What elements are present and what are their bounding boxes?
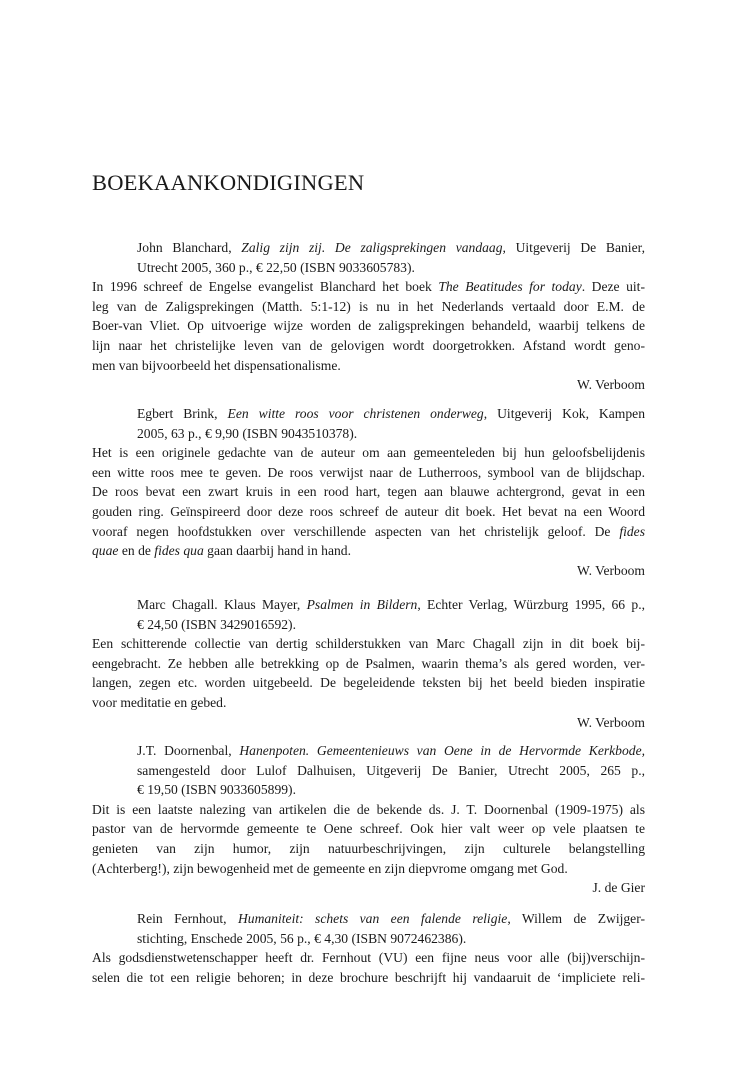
text-segment: Het is een originele gedachte van de auteur om aan gemeenteleden bij hun geloofsbelijdenis xyxy=(92,445,645,461)
text-line xyxy=(92,634,645,654)
text-line xyxy=(92,336,645,356)
text-line xyxy=(92,522,645,542)
text-line xyxy=(137,780,645,800)
text-segment: Boer-van Vliet. Op uitvoerige wijze worden de zaligsprekingen behandeld, waarbij telkens de xyxy=(92,318,645,334)
book-citation xyxy=(92,909,645,948)
text-line xyxy=(137,909,645,929)
text-line xyxy=(137,615,645,635)
text-line xyxy=(92,482,645,502)
text-line xyxy=(92,819,645,839)
text-segment: men van bijvoorbeeld het dispensationalisme. xyxy=(92,357,341,373)
text-segment: Als godsdienstwetenschapper heeft dr. Fernhout (VU) een fijne neus voor alle (bij)verschijn- xyxy=(92,950,645,966)
text-segment: gaan daarbij hand in hand. xyxy=(203,543,351,559)
book-citation xyxy=(92,404,645,443)
review-text xyxy=(92,443,645,561)
reviewer-name: W. Verboom xyxy=(577,714,645,730)
text-segment: € 24,50 (ISBN 3429016592). xyxy=(137,616,296,632)
italic-title: quae xyxy=(92,543,119,559)
text-line xyxy=(92,968,645,988)
text-line xyxy=(92,443,645,463)
text-segment: Uitgeverij De Banier, xyxy=(505,240,645,255)
text-segment: Dit is een laatste nalezing van artikelen die de bekende ds. J. T. Doornenbal (1909-1975) als xyxy=(92,801,645,817)
page-title: BOEKAANKONDIGINGEN xyxy=(92,170,365,195)
book-citation xyxy=(92,595,645,634)
text-segment: lijn naar het christelijke leven van de gelovigen wordt doorgetrokken. Afstand wordt geno- xyxy=(92,337,645,353)
book-citation xyxy=(92,741,645,800)
text-line xyxy=(137,595,645,615)
review-text xyxy=(92,948,645,987)
text-segment: In 1996 schreef de Engelse evangelist Blanchard het boek xyxy=(92,279,439,295)
italic-title: Een witte roos voor christenen onderweg xyxy=(227,406,484,421)
text-line xyxy=(92,502,645,522)
text-line xyxy=(92,693,645,713)
text-segment: selen die tot een religie behoren; in deze brochure beschrijft hij vandaaruit de ‘impliciete reli- xyxy=(92,969,645,985)
italic-title: fides qua xyxy=(154,543,204,559)
text-segment: eengebracht. Ze hebben alle betrekking op de Psalmen, waarin thema’s als gered worden, ver- xyxy=(92,655,645,671)
text-line xyxy=(137,424,645,444)
book-citation xyxy=(92,238,645,277)
italic-title: fides xyxy=(619,523,645,539)
text-segment: Egbert Brink, xyxy=(137,406,228,421)
text-segment: . Deze uit- xyxy=(581,279,645,295)
text-line xyxy=(92,463,645,483)
text-segment: 2005, 63 p., € 9,90 (ISBN 9043510378). xyxy=(137,425,358,441)
text-segment: voor meditatie en gebed. xyxy=(92,694,227,710)
text-line xyxy=(92,839,645,859)
text-line xyxy=(92,297,645,317)
italic-title: Psalmen in Bildern xyxy=(306,597,418,612)
italic-title: The Beatitudes for today xyxy=(438,279,582,295)
italic-title: Zalig zijn zij. De zaligsprekingen vandaag, xyxy=(241,240,506,255)
text-segment: een witte roos mee te geven. De roos verwijst naar de Lutherroos, symbool van de blijdschap. xyxy=(92,464,645,480)
text-line xyxy=(92,541,645,561)
text-segment: samengesteld door Lulof Dalhuisen, Uitgeverij De Banier, Utrecht 2005, 265 p., xyxy=(137,762,645,778)
text-line xyxy=(137,761,645,781)
text-segment: en de xyxy=(118,543,155,559)
book-announcement xyxy=(92,595,645,732)
reviewer-name: W. Verboom xyxy=(577,377,645,393)
text-line xyxy=(137,404,645,424)
review-text xyxy=(92,277,645,375)
text-segment: (Achterberg!), zijn bewogenheid met de gemeente en zijn diepvrome omgang met God. xyxy=(92,860,568,876)
text-segment: Rein Fernhout, xyxy=(137,911,238,926)
text-line xyxy=(92,654,645,674)
text-segment: , Echter Verlag, Würzburg 1995, 66 p., xyxy=(417,597,645,612)
text-line xyxy=(137,929,645,949)
text-line xyxy=(137,741,645,761)
text-segment: langen, zegen etc. worden uitgebeeld. De begeleidende teksten bij het beeld bieden inspiratie xyxy=(92,675,645,691)
reviewer-name: W. Verboom xyxy=(577,562,645,578)
text-line xyxy=(92,948,645,968)
text-segment: Utrecht 2005, 360 p., € 22,50 (ISBN 9033605783). xyxy=(137,259,415,275)
text-segment: € 19,50 (ISBN 9033605899). xyxy=(137,782,296,798)
text-segment: Een schitterende collectie van dertig schilderstukken van Marc Chagall zijn in dit boek bij- xyxy=(92,636,645,652)
text-line xyxy=(137,258,645,278)
text-segment: stichting, Enschede 2005, 56 p., € 4,30 (ISBN 9072462386). xyxy=(137,930,467,946)
text-line xyxy=(92,673,645,693)
text-segment: vooraf negen hoofdstukken over verschillende aspecten van het christelijk geloof. De xyxy=(92,523,620,539)
text-segment: , Uitgeverij Kok, Kampen xyxy=(483,406,645,421)
text-segment: Marc Chagall. Klaus Mayer, xyxy=(137,597,307,612)
review-text xyxy=(92,800,645,878)
book-announcement xyxy=(92,909,645,987)
text-line xyxy=(92,316,645,336)
text-segment: De roos bevat een zwart kruis in een rood hart, tegen aan blauwe achtergrond, gevat in een xyxy=(92,484,645,500)
text-line xyxy=(92,277,645,297)
italic-title: Hanenpoten. Gemeentenieuws van Oene in de Hervormde Kerkbode, xyxy=(239,743,645,758)
review-text xyxy=(92,634,645,712)
text-line xyxy=(92,800,645,820)
book-announcement xyxy=(92,238,645,395)
text-segment: , Willem de Zwijger- xyxy=(507,911,645,926)
text-segment: pastor van de hervormde gemeente te Oene schreef. Ook hier valt weer op vele plaatsen te xyxy=(92,821,645,837)
text-line xyxy=(92,859,645,879)
text-line xyxy=(92,356,645,376)
text-segment: gouden ring. Geïnspireerd door deze roos schreef de auteur dit boek. Het bevat na een Woord xyxy=(92,503,645,519)
text-segment: John Blanchard, xyxy=(137,240,242,255)
text-line xyxy=(137,238,645,258)
text-segment: leg van de Zaligsprekingen (Matth. 5:1-12) is nu in het Nederlands vertaald door E.M. de xyxy=(92,298,645,314)
book-announcement xyxy=(92,404,645,580)
book-announcement xyxy=(92,741,645,898)
reviewer-name: J. de Gier xyxy=(592,880,645,896)
text-segment: genieten van zijn humor, zijn natuurbeschrijvingen, zijn culturele belangstelling xyxy=(92,840,645,856)
text-segment: J.T. Doornenbal, xyxy=(137,743,240,758)
italic-title: Humaniteit: schets van een falende religie xyxy=(237,911,508,926)
